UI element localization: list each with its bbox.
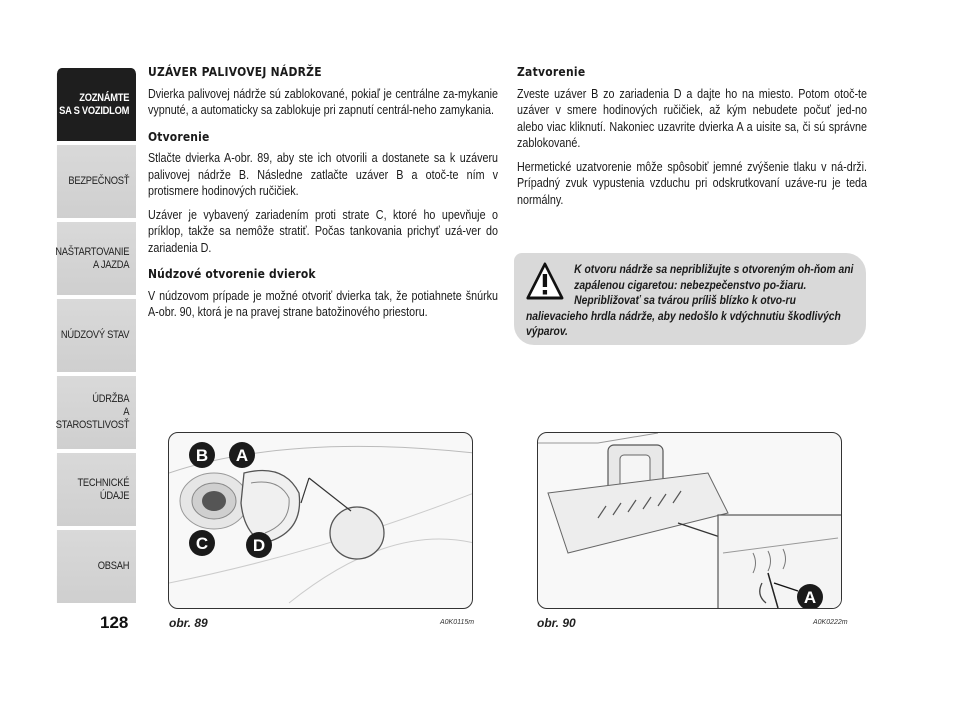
page-number: 128 (100, 613, 129, 632)
svg-text:B: B (195, 446, 209, 465)
opening-paragraph-2: Uzáver je vybavený zariadením proti strate C, ktoré ho upevňuje o príklop, takže sa nemôže stratiť. Počas tankovania prichyť uzá-ver do zariadenia D. (148, 207, 499, 255)
tab-technicke-udaje[interactable]: TECHNICKÉ ÚDAJE (57, 453, 136, 528)
figure-89-label: obr. 89 (169, 616, 208, 630)
warning-triangle-icon (526, 262, 574, 302)
tab-obsah[interactable]: OBSAH (57, 530, 136, 605)
emergency-heading: Núdzové otvorenie dvierok (148, 266, 316, 281)
figure-89 (168, 432, 473, 609)
figure-90 (537, 432, 842, 609)
opening-paragraph-1: Stlačte dvierka A-obr. 89, aby ste ich otvorili a dostanete sa k uzáveru palivovej nádrže B. Následne zatlačte uzáver B a otoč-te ním v protismere hodinových ručičiek. (148, 151, 499, 198)
warning-box (514, 253, 866, 345)
svg-text:C: C (195, 534, 209, 553)
closing-paragraph-2: Hermetické uzatvorenie môže spôsobiť jemné zvýšenie tlaku v ná-drži. Prípadný zvuk vypustenia vzduchu pri odskrutkovaní uzáve-ru je teda normálny. (517, 159, 868, 207)
emergency-cord-illustration (538, 433, 842, 609)
left-column (148, 62, 498, 328)
tab-udrzba-a-starostlivost[interactable]: ÚDRŽBA A STAROSTLIVOSŤ (57, 376, 136, 451)
section-title: UZÁVER PALIVOVEJ NÁDRŽE (148, 64, 322, 79)
intro-paragraph: Dvierka palivovej nádrže sú zablokované, pokiaľ je centrálne za-mykanie vypnuté, a automaticky sa zablokuje pri zapnutí centrál-neho zamykania. (148, 86, 499, 117)
figure-89-code: A0K0115m (440, 619, 475, 626)
tab-zoznamte-sa-s-vozidlom[interactable]: ZOZNÁMTE SA S VOZIDLOM (57, 68, 136, 143)
tab-bezpecnost[interactable]: BEZPEČNOSŤ (57, 145, 136, 220)
figure-90-code: A0K0222m (813, 619, 848, 626)
emergency-paragraph: V núdzovom prípade je možné otvoriť dvierka tak, že potiahnete šnúrku A-obr. 90, ktorá je na pravej strane batožinového priestoru. (148, 288, 499, 319)
right-column (517, 62, 867, 215)
tab-nastartovanie-a-jazda[interactable]: NAŠTARTOVANIE A JAZDA (57, 222, 136, 297)
closing-heading: Zatvorenie (517, 64, 586, 79)
fuel-door-illustration (169, 433, 473, 609)
svg-text:D: D (252, 536, 266, 555)
closing-paragraph-1: Zveste uzáver B zo zariadenia D a dajte ho na miesto. Potom otoč-te uzáver v smere hodinových ručičiek, až kým nebudete počuť jed-no alebo viac kliknutí. Nakoniec uzavrite dvierka A a uisite sa, či sú správne zablokované. (517, 86, 868, 150)
warning-text: K otvoru nádrže sa nepribližujte s otvoreným oh-ňom ani zapálenou cigaretou: nebezpečenstvo po-žiaru. Nepribližovať sa tvárou príliš blízko k otvo-ru nalievacieho hrdla nádrže, aby nedošlo k vdýchnutiu škodlivých výparov. (526, 262, 854, 338)
svg-text:A: A (803, 588, 817, 607)
opening-heading: Otvorenie (148, 128, 210, 144)
svg-text:A: A (235, 446, 249, 465)
tab-nudzovy-stav[interactable]: NÚDZOVÝ STAV (57, 299, 136, 374)
figure-90-label: obr. 90 (537, 616, 576, 630)
